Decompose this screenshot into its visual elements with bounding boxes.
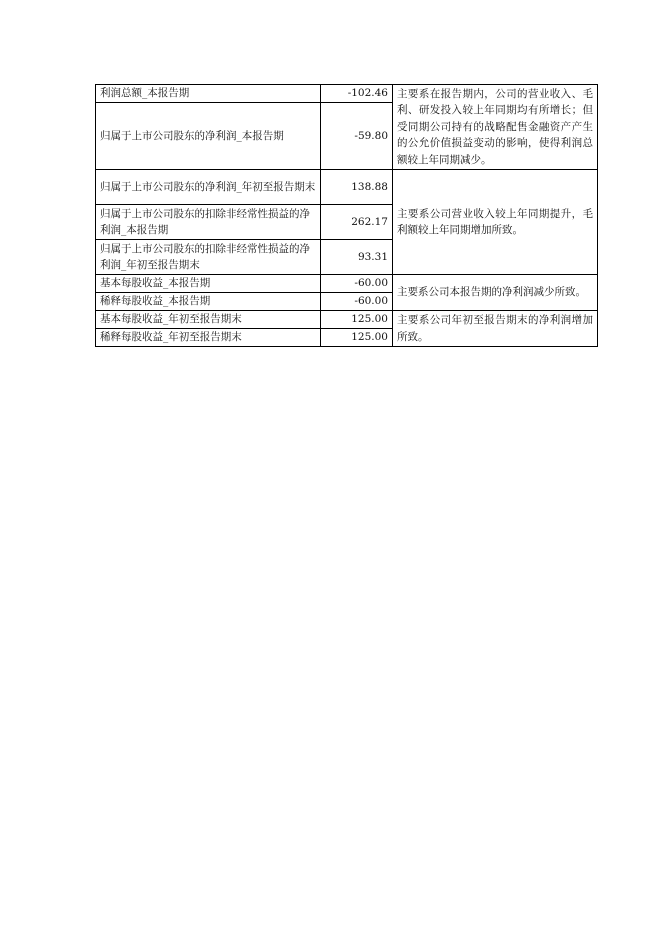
item-value: -60.00 [321,275,393,293]
item-value: 125.00 [321,311,393,329]
table-row [96,170,598,205]
item-value: 125.00 [321,329,393,347]
item-value: -60.00 [321,293,393,311]
table-row [96,275,598,293]
item-value: 138.88 [321,170,393,205]
item-name: 稀释每股收益_本报告期 [96,293,321,311]
item-name: 稀释每股收益_年初至报告期末 [96,329,321,347]
reason-text: 主要系在报告期内，公司的营业收入、毛利、研发投入较上年同期均有所增长；但受同期公司持有的战略配售金融资产产生的公允价值损益变动的影响，使得利润总额较上年同期减少。 [393,85,598,170]
item-name: 基本每股收益_年初至报告期末 [96,311,321,329]
item-value: -59.80 [321,103,393,170]
table-row [96,85,598,103]
change-reason-table [95,84,598,347]
reason-text: 主要系公司本报告期的净利润减少所致。 [393,275,598,311]
item-name: 归属于上市公司股东的扣除非经常性损益的净利润_年初至报告期末 [96,240,321,275]
reason-text: 主要系公司营业收入较上年同期提升，毛利额较上年同期增加所致。 [393,170,598,275]
item-value: 262.17 [321,205,393,240]
reason-text: 主要系公司年初至报告期末的净利润增加所致。 [393,311,598,347]
item-name: 利润总额_本报告期 [96,85,321,103]
item-name: 归属于上市公司股东的扣除非经常性损益的净利润_本报告期 [96,205,321,240]
item-value: 93.31 [321,240,393,275]
table-row [96,311,598,329]
item-value: -102.46 [321,85,393,103]
item-name: 归属于上市公司股东的净利润_年初至报告期末 [96,170,321,205]
item-name: 基本每股收益_本报告期 [96,275,321,293]
item-name: 归属于上市公司股东的净利润_本报告期 [96,103,321,170]
